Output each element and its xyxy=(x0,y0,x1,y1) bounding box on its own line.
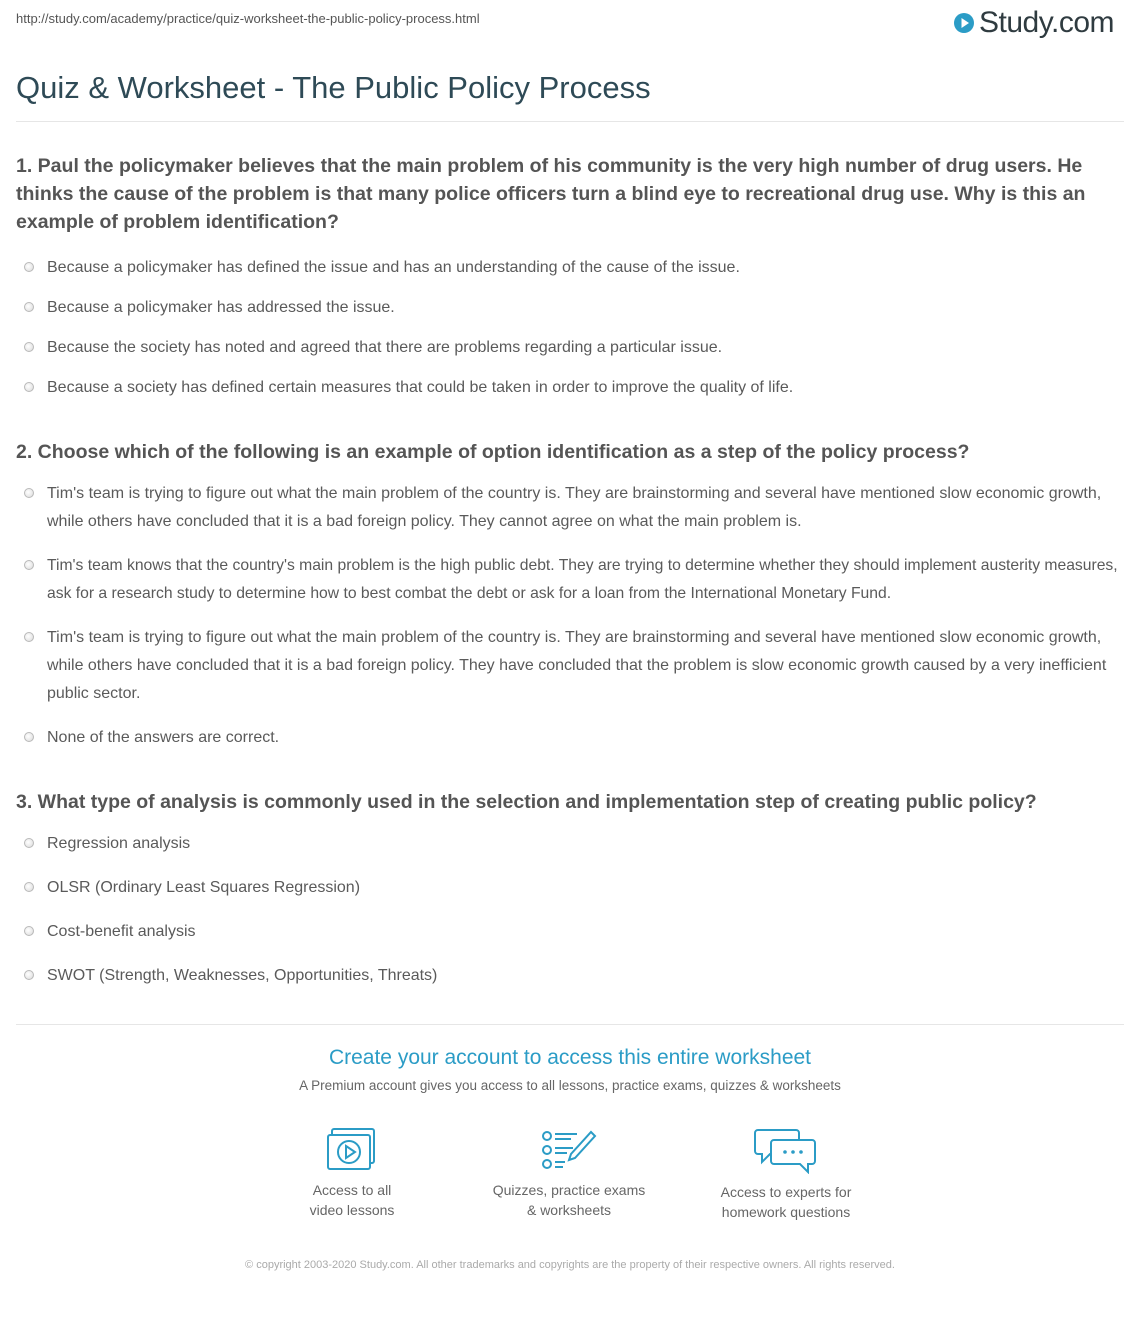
question-text: 2. Choose which of the following is an example of option identification as a step of the policy process? xyxy=(16,441,970,463)
answer-text: Tim's team is trying to figure out what the main problem of the country is. They are brainstorming and several have mentioned slow economic growth, while others have concluded that it is a bad foreign policy. They cannot agree on what the main problem is. xyxy=(47,485,1102,530)
feature-label: Access to all video lessons xyxy=(309,1182,395,1218)
question-text: 3. What type of analysis is commonly used in the selection and implementation step of creating public policy? xyxy=(16,791,1037,813)
answer-option[interactable] xyxy=(16,294,1128,322)
radio-button[interactable] xyxy=(24,560,34,570)
feature-video-lessons xyxy=(252,1128,452,1220)
question-1 xyxy=(16,152,1128,402)
answer-option[interactable] xyxy=(16,830,1128,858)
answer-option[interactable] xyxy=(16,552,1140,608)
quiz-checklist-icon xyxy=(541,1128,597,1172)
answer-option[interactable] xyxy=(16,962,1128,990)
premium-description: A Premium account gives you access to all lessons, practice exams, quizzes & worksheets xyxy=(299,1078,841,1093)
answer-option[interactable] xyxy=(16,624,1128,708)
radio-button[interactable] xyxy=(24,632,34,642)
answer-text: Tim's team knows that the country's main problem is the high public debt. They are trying to determine whether they should implement austerity measures, ask for a research study to determine how to best combat the debt or ask for a loan from the International Monetary Fund. xyxy=(47,557,1118,602)
feature-experts xyxy=(686,1128,886,1222)
radio-button[interactable] xyxy=(24,302,34,312)
answer-option[interactable] xyxy=(16,480,1128,536)
page-url: http://study.com/academy/practice/quiz-worksheet-the-public-policy-process.html xyxy=(16,11,480,26)
radio-button[interactable] xyxy=(24,838,34,848)
answer-option[interactable] xyxy=(16,874,1128,902)
answer-option[interactable] xyxy=(16,334,1128,362)
question-2 xyxy=(16,438,1128,752)
radio-button[interactable] xyxy=(24,882,34,892)
answer-list xyxy=(16,480,1128,752)
answer-option[interactable] xyxy=(16,254,1128,282)
answer-text: Because a policymaker has defined the issue and has an understanding of the cause of the issue. xyxy=(47,259,740,276)
answer-option[interactable] xyxy=(16,724,1128,752)
divider xyxy=(16,1024,1124,1025)
answer-text: Regression analysis xyxy=(47,835,191,852)
video-lessons-icon xyxy=(326,1128,378,1172)
radio-button[interactable] xyxy=(24,382,34,392)
logo-text: Study.com xyxy=(979,6,1114,39)
answer-list xyxy=(16,830,1128,990)
radio-button[interactable] xyxy=(24,732,34,742)
radio-button[interactable] xyxy=(24,488,34,498)
answer-text: Because a society has defined certain measures that could be taken in order to improve the quality of life. xyxy=(47,379,794,396)
copyright-notice: © copyright 2003-2020 Study.com. All other trademarks and copyrights are the property of their respective owners. All rights reserved. xyxy=(245,1259,895,1271)
radio-button[interactable] xyxy=(24,926,34,936)
radio-button[interactable] xyxy=(24,262,34,272)
question-text: 1. Paul the policymaker believes that the main problem of his community is the very high number of drug users. He thinks the cause of the problem is that many police officers turn a blind eye to recreational drug use. Why is this an example of problem identification? xyxy=(16,155,1086,233)
answer-text: OLSR (Ordinary Least Squares Regression) xyxy=(47,879,361,896)
create-account-link[interactable]: Create your account to access this entire worksheet xyxy=(328,1046,812,1069)
answer-option[interactable] xyxy=(16,918,1128,946)
answer-text: Cost-benefit analysis xyxy=(47,923,196,940)
radio-button[interactable] xyxy=(24,342,34,352)
divider xyxy=(16,121,1124,122)
answer-text: Tim's team is trying to figure out what the main problem of the country is. They are brainstorming and several have mentioned slow economic growth, while others have concluded that it is a bad foreign policy. They have concluded that the problem is slow economic growth caused by a very inefficient public sector. xyxy=(47,629,1107,702)
feature-label: Quizzes, practice exams & worksheets xyxy=(492,1182,646,1218)
feature-quizzes xyxy=(469,1128,669,1220)
answer-list xyxy=(16,254,1128,402)
play-logo-icon xyxy=(953,12,975,34)
study-logo[interactable] xyxy=(953,6,1114,40)
answer-text: None of the answers are correct. xyxy=(47,729,280,746)
radio-button[interactable] xyxy=(24,970,34,980)
question-3 xyxy=(16,788,1128,990)
page-title: Quiz & Worksheet - The Public Policy Process xyxy=(16,70,651,105)
answer-text: SWOT (Strength, Weaknesses, Opportunities, Threats) xyxy=(47,967,438,984)
answer-option[interactable] xyxy=(16,374,1128,402)
feature-label: Access to experts for homework questions xyxy=(720,1184,852,1220)
answer-text: Because the society has noted and agreed that there are problems regarding a particular issue. xyxy=(47,339,723,356)
chat-bubbles-icon xyxy=(754,1128,818,1174)
question-list xyxy=(16,152,1128,990)
answer-text: Because a policymaker has addressed the issue. xyxy=(47,299,395,316)
